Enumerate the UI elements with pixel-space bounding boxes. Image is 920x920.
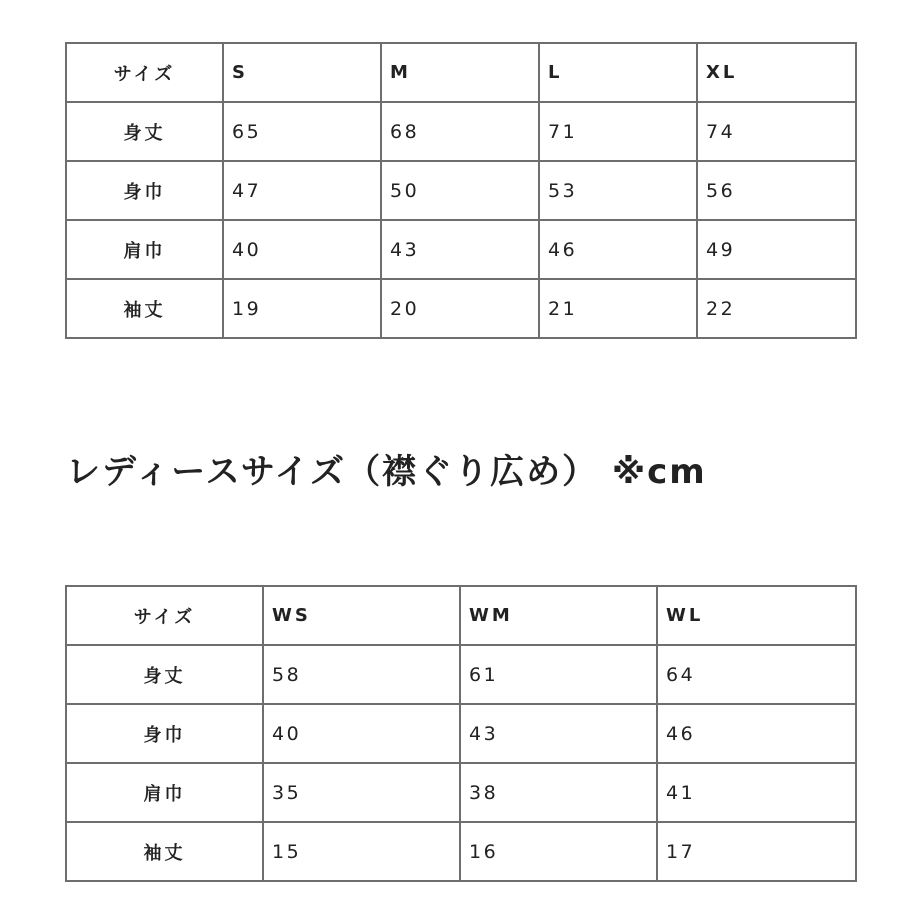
cell-value: 47 [223,161,381,220]
table-header-row [66,586,856,645]
mens-size-table [65,42,857,339]
size-m: M [381,43,539,102]
row-label-body-length: 身丈 [66,102,223,161]
cell-value: 19 [223,279,381,338]
table-row [66,102,856,161]
cell-value: 40 [223,220,381,279]
size-wl: WL [657,586,856,645]
cell-value: 41 [657,763,856,822]
table-row [66,822,856,881]
row-label-body-width: 身巾 [66,161,223,220]
cell-value: 71 [539,102,697,161]
table-row [66,763,856,822]
cell-value: 74 [697,102,856,161]
cell-value: 15 [263,822,460,881]
table-row [66,704,856,763]
table-row [66,161,856,220]
table-row [66,645,856,704]
cell-value: 61 [460,645,657,704]
header-label-size: サイズ [66,586,263,645]
size-l: L [539,43,697,102]
ladies-size-heading: レディースサイズ（襟ぐり広め） ※cm [66,452,707,492]
row-label-shoulder-width: 肩巾 [66,763,263,822]
cell-value: 40 [263,704,460,763]
row-label-body-width: 身巾 [66,704,263,763]
row-label-sleeve-length: 袖丈 [66,279,223,338]
cell-value: 49 [697,220,856,279]
cell-value: 64 [657,645,856,704]
cell-value: 38 [460,763,657,822]
table-row [66,279,856,338]
row-label-sleeve-length: 袖丈 [66,822,263,881]
cell-value: 43 [381,220,539,279]
cell-value: 56 [697,161,856,220]
table-header-row [66,43,856,102]
cell-value: 43 [460,704,657,763]
cell-value: 50 [381,161,539,220]
table-row [66,220,856,279]
cell-value: 16 [460,822,657,881]
size-wm: WM [460,586,657,645]
cell-value: 20 [381,279,539,338]
cell-value: 46 [657,704,856,763]
cell-value: 65 [223,102,381,161]
size-ws: WS [263,586,460,645]
cell-value: 35 [263,763,460,822]
cell-value: 21 [539,279,697,338]
size-s: S [223,43,381,102]
cell-value: 46 [539,220,697,279]
row-label-shoulder-width: 肩巾 [66,220,223,279]
cell-value: 53 [539,161,697,220]
cell-value: 68 [381,102,539,161]
row-label-body-length: 身丈 [66,645,263,704]
cell-value: 22 [697,279,856,338]
ladies-size-table [65,585,857,882]
cell-value: 58 [263,645,460,704]
size-xl: XL [697,43,856,102]
header-label-size: サイズ [66,43,223,102]
cell-value: 17 [657,822,856,881]
